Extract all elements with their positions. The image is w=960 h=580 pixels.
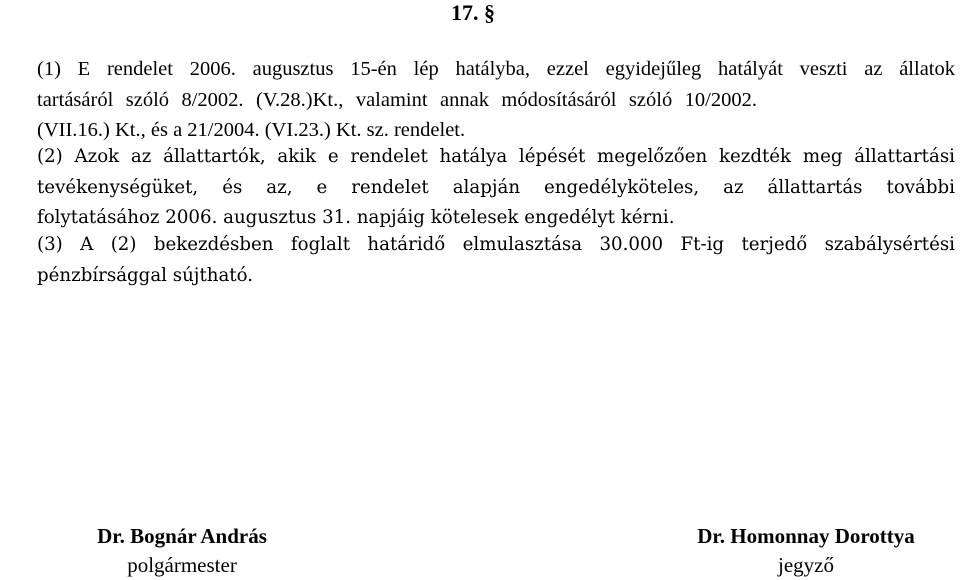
paragraph-1-line: (VII.16.) Kt., és a 21/2004. (VI.23.) Kt. sz. rendelet. bbox=[37, 119, 466, 141]
signature-role: jegyző bbox=[778, 553, 834, 577]
signature-mayor bbox=[62, 522, 302, 580]
paragraph-1-line: (1) E rendelet 2006. augusztus 15-én lép hatályba, ezzel egyidejűleg hatályát veszti az állatok bbox=[37, 58, 955, 80]
signature-notary bbox=[664, 522, 948, 580]
paragraph-2 bbox=[37, 142, 955, 234]
signature-name: Dr. Bognár András bbox=[97, 524, 267, 548]
paragraph-2-line: folytatásához 2006. augusztus 31. napjáig kötelesek engedélyt kérni. bbox=[37, 207, 675, 228]
paragraph-2-line: (2) Azok az állattartók, akik e rendelet hatálya lépését megelőzően kezdték meg állattartási bbox=[37, 146, 955, 167]
paragraph-2-line: tevékenységüket, és az, e rendelet alapján engedélyköteles, az állattartás további bbox=[37, 176, 955, 198]
signature-name: Dr. Homonnay Dorottya bbox=[697, 524, 915, 548]
paragraph-3 bbox=[37, 230, 955, 291]
paragraph-1 bbox=[37, 54, 955, 146]
section-heading: 17. § bbox=[451, 0, 495, 25]
paragraph-3-line: (3) A (2) bekezdésben foglalt határidő elmulasztása 30.000 Ft-ig terjedő szabálysértési bbox=[37, 234, 955, 255]
paragraph-1-line: tartásáról szóló 8/2002. (V.28.)Kt., valamint annak módosításáról szóló 10/2002. bbox=[37, 88, 757, 111]
paragraph-3-line: pénzbírsággal sújtható. bbox=[37, 264, 254, 286]
signature-role: polgármester bbox=[127, 553, 237, 577]
